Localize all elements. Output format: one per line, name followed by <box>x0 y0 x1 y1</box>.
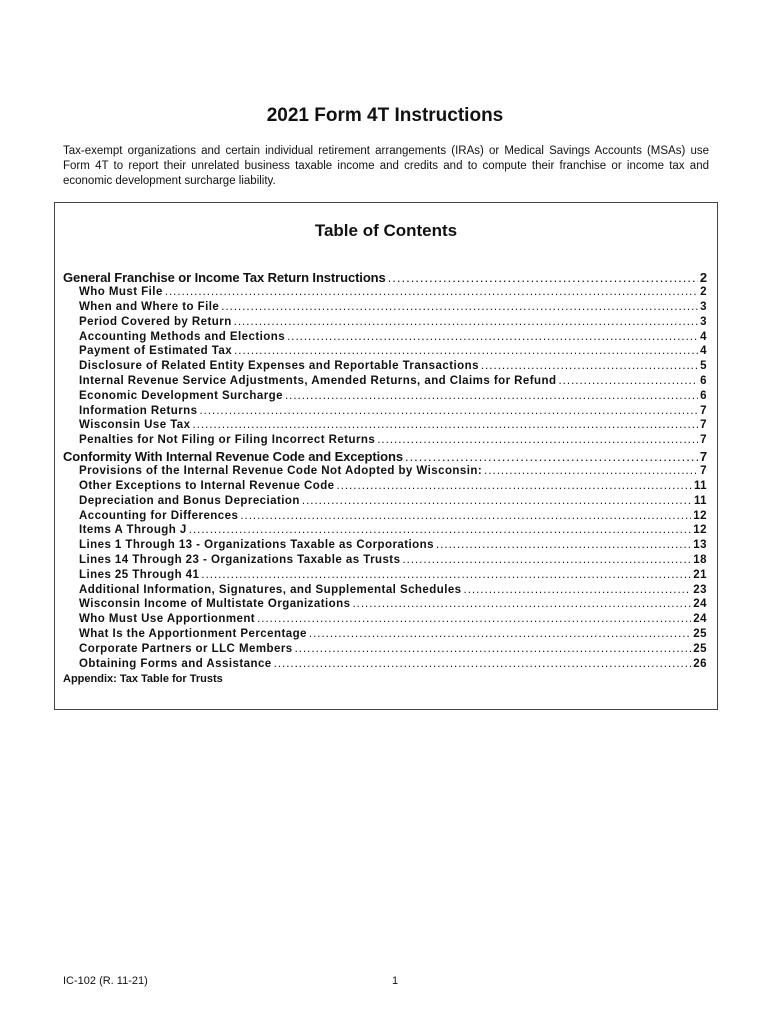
toc-dot-leader <box>309 628 691 640</box>
toc-entry-page: 6 <box>700 389 707 402</box>
toc-item-entry <box>63 375 707 390</box>
toc-entry-page: 25 <box>693 642 707 655</box>
toc-entry-title: Lines 1 Through 13 - Organizations Taxable as Corporations <box>79 539 434 552</box>
toc-item-entry <box>63 495 707 510</box>
toc-entry-title: Obtaining Forms and Assistance <box>79 657 272 670</box>
toc-item-entry <box>63 598 707 613</box>
toc-item-entry <box>63 643 707 658</box>
toc-item-entry <box>63 628 707 643</box>
toc-dot-leader <box>257 613 691 625</box>
footer-page-number: 1 <box>392 975 399 987</box>
toc-item-entry <box>63 524 707 539</box>
toc-item-entry <box>63 316 707 331</box>
toc-entry-page: 4 <box>700 345 707 358</box>
toc-entry-title: Depreciation and Bonus Depreciation <box>79 494 300 507</box>
toc-item-entry <box>63 584 707 599</box>
toc-dot-leader <box>221 301 698 313</box>
toc-entry-page: 11 <box>693 479 707 492</box>
toc-dot-leader <box>436 539 691 551</box>
toc-entry-page: 7 <box>700 419 707 432</box>
toc-entry-page: 5 <box>700 360 707 373</box>
toc-entry-page: 4 <box>700 330 707 343</box>
toc-entry-page: 6 <box>700 374 707 387</box>
toc-entry-page: 7 <box>699 448 707 464</box>
toc-item-entry <box>63 539 707 554</box>
footer-form-id: IC-102 (R. 11-21) <box>63 975 148 987</box>
toc-item-entry <box>63 434 707 449</box>
toc-entry-page: 7 <box>700 465 707 478</box>
toc-entry-title: Lines 14 Through 23 - Organizations Taxable as Trusts <box>79 553 401 566</box>
toc-entry-title: Disclosure of Related Entity Expenses and Reportable Transactions <box>79 360 479 373</box>
toc-entry-title: What Is the Apportionment Percentage <box>79 627 307 640</box>
toc-item-entry <box>63 465 707 480</box>
toc-dot-leader <box>234 345 698 357</box>
toc-entry-page: 26 <box>693 657 707 670</box>
toc-item-entry <box>63 554 707 569</box>
document-title: 2021 Form 4T Instructions <box>266 105 504 126</box>
toc-entry-title: Corporate Partners or LLC Members <box>79 642 293 655</box>
toc-entry-title: Additional Information, Signatures, and Supplemental Schedules <box>79 583 462 596</box>
toc-entry-page: 12 <box>693 524 707 537</box>
toc-dot-leader <box>558 375 698 387</box>
toc-item-entry <box>63 510 707 525</box>
toc-item-entry <box>63 569 707 584</box>
toc-heading: Table of Contents <box>314 221 458 240</box>
toc-dot-leader <box>201 569 691 581</box>
toc-item-entry <box>63 360 707 375</box>
toc-item-entry <box>63 286 707 301</box>
toc-item-entry <box>63 613 707 628</box>
toc-entry-title: Who Must File <box>79 286 163 299</box>
toc-dot-leader <box>402 554 691 566</box>
toc-entry-page: 2 <box>699 270 707 285</box>
toc-entry-title: Wisconsin Use Tax <box>79 419 191 432</box>
toc-section-entry <box>63 449 707 465</box>
toc-dot-leader <box>484 465 698 477</box>
table-of-contents-box <box>54 202 718 710</box>
toc-entry-title: Payment of Estimated Tax <box>79 345 233 358</box>
toc-entry-page: 2 <box>700 286 707 299</box>
toc-item-entry <box>63 419 707 434</box>
toc-entry-title: Who Must Use Apportionment <box>79 613 256 626</box>
toc-entry-page: 21 <box>693 568 707 581</box>
toc-entry-page: 7 <box>700 434 707 447</box>
toc-entry-title: Accounting Methods and Elections <box>79 330 286 343</box>
toc-item-entry <box>63 405 707 420</box>
toc-entry-title: Economic Development Surcharge <box>79 389 283 402</box>
toc-dot-leader <box>274 658 692 670</box>
toc-appendix-entry: Appendix: Tax Table for Trusts <box>63 673 223 686</box>
toc-entry-page: 23 <box>693 583 707 596</box>
toc-entry-title: Other Exceptions to Internal Revenue Code <box>79 479 335 492</box>
toc-entry-page: 12 <box>693 509 707 522</box>
toc-entry-page: 13 <box>693 539 707 552</box>
toc-entry-title: Information Returns <box>79 404 198 417</box>
toc-dot-leader <box>240 510 691 522</box>
toc-entry-page: 25 <box>693 627 707 640</box>
toc-item-entry <box>63 345 707 360</box>
toc-entry-page: 3 <box>700 315 707 328</box>
toc-entry-page: 7 <box>700 404 707 417</box>
toc-entry-title: Wisconsin Income of Multistate Organizations <box>79 598 351 611</box>
toc-entry-page: 24 <box>693 598 707 611</box>
toc-dot-leader <box>377 434 698 446</box>
toc-dot-leader <box>388 270 698 285</box>
toc-item-entry <box>63 331 707 346</box>
toc-dot-leader <box>464 584 692 596</box>
toc-dot-leader <box>295 643 692 655</box>
toc-dot-leader <box>234 316 698 328</box>
toc-entry-page: 11 <box>693 494 707 507</box>
toc-dot-leader <box>302 495 692 507</box>
toc-dot-leader <box>285 390 698 402</box>
toc-item-entry <box>63 658 707 673</box>
toc-entry-title: When and Where to File <box>79 300 220 313</box>
toc-entry-title: Internal Revenue Service Adjustments, Amended Returns, and Claims for Refund <box>79 374 557 387</box>
toc-dot-leader <box>165 286 698 298</box>
toc-entry-title: Period Covered by Return <box>79 315 232 328</box>
toc-entry-title: Conformity With Internal Revenue Code and Exceptions <box>63 448 403 464</box>
toc-entry-title: Penalties for Not Filing or Filing Incorrect Returns <box>79 434 376 447</box>
toc-section-entry <box>63 270 707 286</box>
toc-dot-leader <box>199 405 698 417</box>
toc-entry-title: General Franchise or Income Tax Return Instructions <box>63 270 386 285</box>
toc-item-entry <box>63 301 707 316</box>
toc-entry-page: 24 <box>693 613 707 626</box>
toc-entry-page: 18 <box>693 553 707 566</box>
toc-dot-leader <box>189 524 692 536</box>
toc-list <box>63 270 707 687</box>
toc-dot-leader <box>352 598 691 610</box>
toc-dot-leader <box>481 360 698 372</box>
toc-entry-title: Items A Through J <box>79 524 187 537</box>
toc-item-entry <box>63 480 707 495</box>
toc-dot-leader <box>193 419 699 431</box>
toc-dot-leader <box>405 449 698 464</box>
toc-entry-title: Accounting for Differences <box>79 509 239 522</box>
toc-dot-leader <box>337 480 692 492</box>
toc-dot-leader <box>287 331 698 343</box>
toc-item-entry <box>63 390 707 405</box>
toc-entry-title: Provisions of the Internal Revenue Code Not Adopted by Wisconsin: <box>79 465 483 478</box>
intro-paragraph: Tax-exempt organizations and certain individual retirement arrangements (IRAs) or Medical Savings Accounts (MSAs) use Form 4T to report their unrelated business taxable income and credits and to compute their franchise or income tax and economic development surcharge liability. <box>63 145 709 187</box>
toc-entry-title: Lines 25 Through 41 <box>79 568 200 581</box>
toc-entry-page: 3 <box>700 300 707 313</box>
